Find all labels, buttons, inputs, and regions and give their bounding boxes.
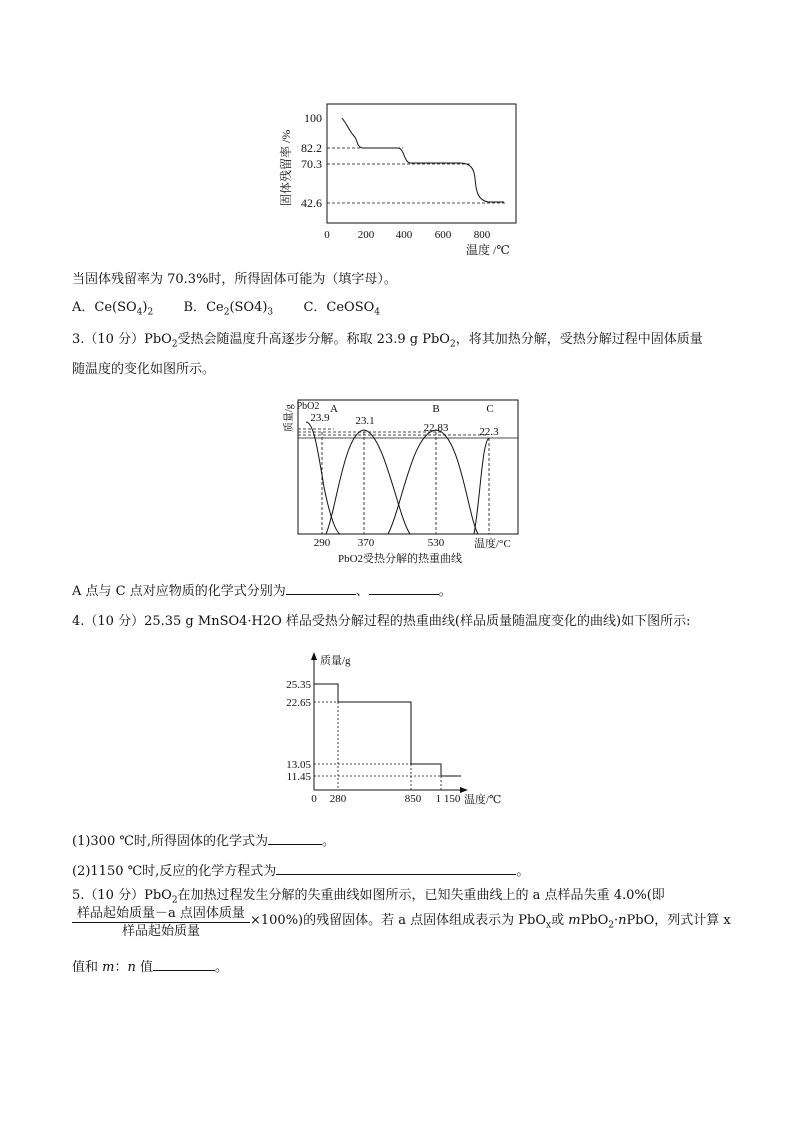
xtick-530: 530 bbox=[427, 537, 445, 549]
y-axis-label: 质量/g bbox=[320, 655, 351, 667]
figure-residue-rate bbox=[270, 96, 530, 261]
q5-line1: 5.（10 分）PbO$_2$在加热过程发生分解的失重曲线如图所示，已知失重曲线上的 a 点样品失重 4.0%(即 bbox=[72, 888, 665, 906]
ytick-100: 100 bbox=[304, 111, 322, 125]
fraction-denominator: 样品起始质量 bbox=[121, 924, 200, 939]
option-b[interactable]: B．$Ce_2(SO4)_3$ bbox=[183, 300, 274, 318]
q5-line3: 值和 m：n 值 。 bbox=[72, 956, 228, 978]
ytick-25-35: 25.35 bbox=[286, 679, 311, 691]
ytick-13-05: 13.05 bbox=[286, 759, 311, 771]
q3-answer-line: A 点与 C 点对应物质的化学式分别为 、 。 bbox=[72, 580, 452, 602]
value-22-3: 22.3 bbox=[479, 426, 499, 438]
plot-frame bbox=[298, 400, 518, 534]
label-a: A bbox=[330, 403, 338, 415]
q2-options bbox=[72, 298, 380, 323]
ytick-70-3: 70.3 bbox=[301, 157, 322, 171]
xtick-200: 200 bbox=[357, 229, 375, 241]
label-c: C bbox=[486, 403, 494, 415]
q5-fraction-line: 样品起始质量－a 点固体质量 样品起始质量 ×100%)的残留固体。若 a 点固体组成表示为 PbO$_x$或 mPbO$_2$·nPbO，列式计算 x bbox=[72, 906, 731, 941]
b-curve bbox=[388, 430, 478, 534]
xtick-400: 400 bbox=[395, 229, 413, 241]
answer-blank-q5[interactable] bbox=[153, 956, 215, 971]
ytick-11-45: 11.45 bbox=[286, 771, 311, 783]
label-b: B bbox=[432, 403, 440, 415]
label-pbo2: PbO2 bbox=[296, 401, 320, 412]
mass-step-curve bbox=[314, 684, 461, 776]
xtick-0: 0 bbox=[324, 229, 330, 241]
option-c[interactable]: C．CeOSO$_4$ bbox=[303, 300, 380, 318]
figure-caption: PbO2受热分解的热重曲线 bbox=[337, 553, 463, 565]
q3-line2: 随温度的变化如图所示。 bbox=[72, 362, 216, 377]
xtick-290: 290 bbox=[313, 537, 331, 549]
figure-mnso4-thermogravimetric bbox=[268, 650, 518, 810]
fraction-numerator: 样品起始质量－a 点固体质量 bbox=[72, 906, 250, 923]
xtick-850: 850 bbox=[404, 793, 422, 805]
option-a[interactable]: A．$Ce(SO_4)_2$ bbox=[72, 300, 154, 318]
value-23-9: 23.9 bbox=[310, 412, 330, 424]
answer-blank-c[interactable] bbox=[369, 580, 439, 595]
ytick-22-65: 22.65 bbox=[286, 697, 311, 709]
y-axis-label: 固体残留率 /% bbox=[279, 129, 293, 206]
q3-line1: 3.（10 分）PbO$_2$受热会随温度升高逐步分解。称取 23.9 g PbO$_2$，将其加热分解，受热分解过程中固体质量 bbox=[72, 332, 703, 350]
x-axis-label: 温度/℃ bbox=[464, 794, 502, 806]
xtick-0: 0 bbox=[311, 793, 317, 805]
residue-curve bbox=[342, 118, 504, 202]
value-23-1: 23.1 bbox=[355, 415, 375, 427]
a-curve bbox=[326, 430, 410, 534]
q2-stem: 当固体残留率为 70.3%时，所得固体可能为（填字母）。 bbox=[72, 272, 397, 287]
pbo2-curve bbox=[306, 422, 340, 534]
answer-blank-a[interactable] bbox=[286, 580, 356, 595]
ytick-82-2: 82.2 bbox=[301, 141, 322, 155]
x-axis-label: 温度/°C bbox=[474, 538, 511, 550]
c-curve bbox=[474, 438, 489, 534]
ytick-42-6: 42.6 bbox=[301, 196, 322, 210]
answer-blank-q4-2[interactable] bbox=[276, 860, 516, 875]
xtick-370: 370 bbox=[357, 537, 375, 549]
figure-pbo2-thermogravimetric bbox=[278, 392, 528, 570]
q4-stem: 4.（10 分）25.35 g MnSO4·H2O 样品受热分解过程的热重曲线(样品质量随温度变化的曲线)如下图所示: bbox=[72, 614, 691, 629]
xtick-280: 280 bbox=[329, 793, 347, 805]
value-22-83: 22.83 bbox=[423, 422, 449, 434]
q4-sub1: (1)300 ℃时,所得固体的化学式为 。 bbox=[72, 830, 335, 852]
q4-sub2: (2)1150 ℃时,反应的化学方程式为 。 bbox=[72, 860, 529, 882]
xtick-800: 800 bbox=[473, 229, 491, 241]
x-axis-label: 温度 /℃ bbox=[466, 243, 510, 257]
xtick-600: 600 bbox=[434, 229, 452, 241]
fraction bbox=[72, 906, 250, 941]
answer-blank-q4-1[interactable] bbox=[268, 830, 322, 845]
xtick-1150: 1 150 bbox=[435, 793, 461, 805]
y-axis-label: 质量/g bbox=[284, 404, 295, 432]
